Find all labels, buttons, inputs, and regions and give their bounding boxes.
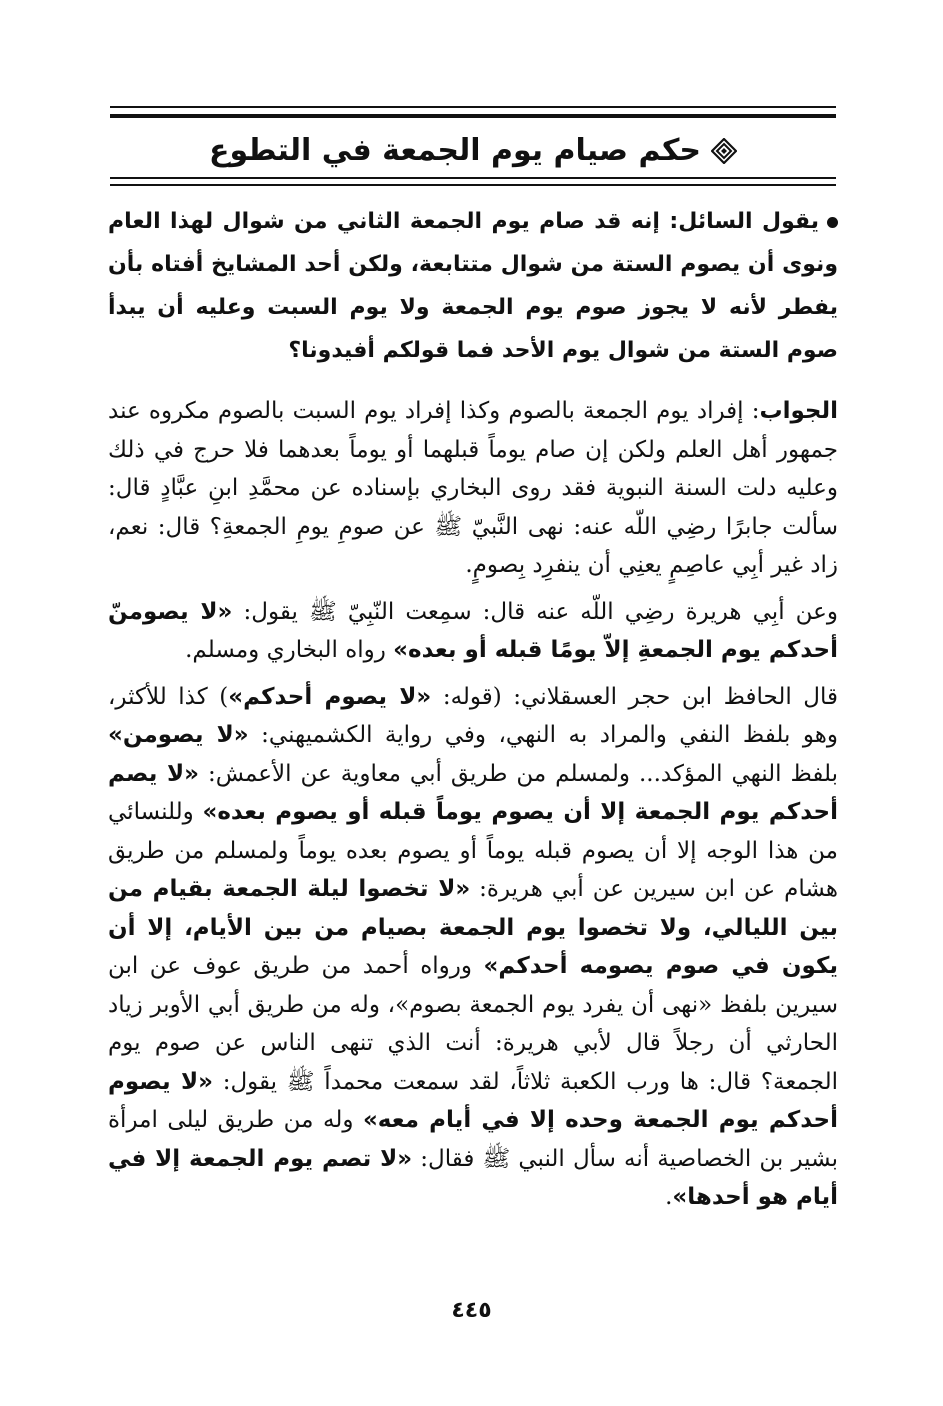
answer-p3-text-6: وله من طريق ليلى امرأة بشير بن الخصاصية أنه سأل النبي ﷺ فقال: [108,1107,839,1172]
hadith-quote: «لا تخصوا ليلة الجمعة بقيام من بين الليالي، ولا تخصوا يوم الجمعة بصيام من بين الأيام، إلا أن يكون في صوم يصومه أحدكم» [108,876,838,979]
answer-paragraph-1 [108,392,838,585]
answer-p1-text: : إفراد يوم الجمعة بالصوم وكذا إفراد يوم السبت بالصوم مكروه عند جمهور أهل العلم ولكن إن صام يوماً قبلهما أو يوماً بعدهما فلا حرج في ذلك وعليه دلت السنة النبوية فقد روى البخاري بإسناده عن محمَّدِ ابنِ عبَّادٍ قال: سألت جابرًا رضِي اللّه عنه: نهى النَّبيّ ﷺ عن صومِ يومِ الجمعةِ؟ قال: نعم، زاد غير أبِي عاصِمٍ يعنِي أن ينفرِد بِصومٍ. [108,398,838,578]
answer-p3-text-5: ورواه أحمد من طريق عوف عن ابن سيرين بلفظ «نهى أن يفرد يوم الجمعة بصوم»، وله من طريق أبي الأوبر زياد الحارثي أن رجلاً قال لأبي هريرة: أنت الذي تنهى الناس عن صوم يوم الجمعة؟ قال: ها ورب الكعبة ثلاثاً، لقد سمعت محمداً ﷺ يقول: [108,953,838,1095]
hadith-quote: «لا يصوم أحدكم» [228,683,432,710]
hadith-quote: «لا يصوم أحدكم يوم الجمعة وحده إلا في أيام معه» [108,1068,838,1133]
answer-p2-text-1: وعن أبِي هريرة رضِي اللّه عنه قال: سمِعت النّبِيّ ﷺ يقول: [232,598,838,625]
answer-p3-text-4: وللنسائي من هذا الوجه إلا أن يصوم قبله يوماً أو يصوم بعده يوماً ولمسلم من طريق هشام عن ابن سيرين عن أبي هريرة: [108,799,838,902]
header-rule-bottom-a [110,177,836,179]
answer-p3-text-1: قال الحافظ ابن حجر العسقلاني: (قوله: [431,683,839,710]
bullet-icon [827,217,838,228]
header-rule-bottom-b [110,184,836,186]
page-body [108,200,838,1217]
section-title-row [110,128,836,174]
answer-p3-text-2: ) كذا للأكثر، وهو بلفظ النفي والمراد به النهي، وفي رواية الكشميهني: [108,683,838,748]
answer-paragraph-3 [108,678,838,1217]
header-rule-top-thick [110,114,836,118]
answer-p3-text-7: . [665,1184,673,1210]
answer-p3-text-3: بلفظ النهي المؤكد... ولمسلم من طريق أبي معاوية عن الأعمش: [198,760,838,787]
hadith-quote: «لا يصومنّ أحدكم يوم الجمعةِ إلاّ يومًا قبله أو بعده» [108,598,838,663]
answer-p2-text-2: رواه البخاري ومسلم. [185,637,394,663]
section-title: حكم صيام يوم الجمعة في التطوع [208,133,702,168]
answer-label: الجواب [759,398,838,424]
question-text: يقول السائل: إنه قد صام يوم الجمعة الثاني من شوال لهذا العام ونوى أن يصوم الستة من شوال متتابعة، ولكن أحد المشايخ أفتاه بأن يفطر لأنه لا يجوز صوم يوم الجمعة ولا يوم السبت وعليه أن يبدأ صوم الستة من شوال يوم الأحد فما قولكم أفيدونا؟ [108,209,838,363]
question-paragraph [108,200,838,372]
answer-paragraph-2 [108,593,838,670]
header-rule-top-thin [110,106,836,108]
diamond-ornament-icon [711,138,737,164]
hadith-quote: «لا يصم أحدكم يوم الجمعة إلا أن يصوم يوماً قبله أو يصوم بعده» [108,760,838,825]
hadith-quote: «لا تصم يوم الجمعة إلا في أيام هو أحدها» [108,1145,838,1210]
hadith-quote: «لا يصومن» [108,722,249,748]
page-number: ٤٤٥ [451,1298,492,1323]
